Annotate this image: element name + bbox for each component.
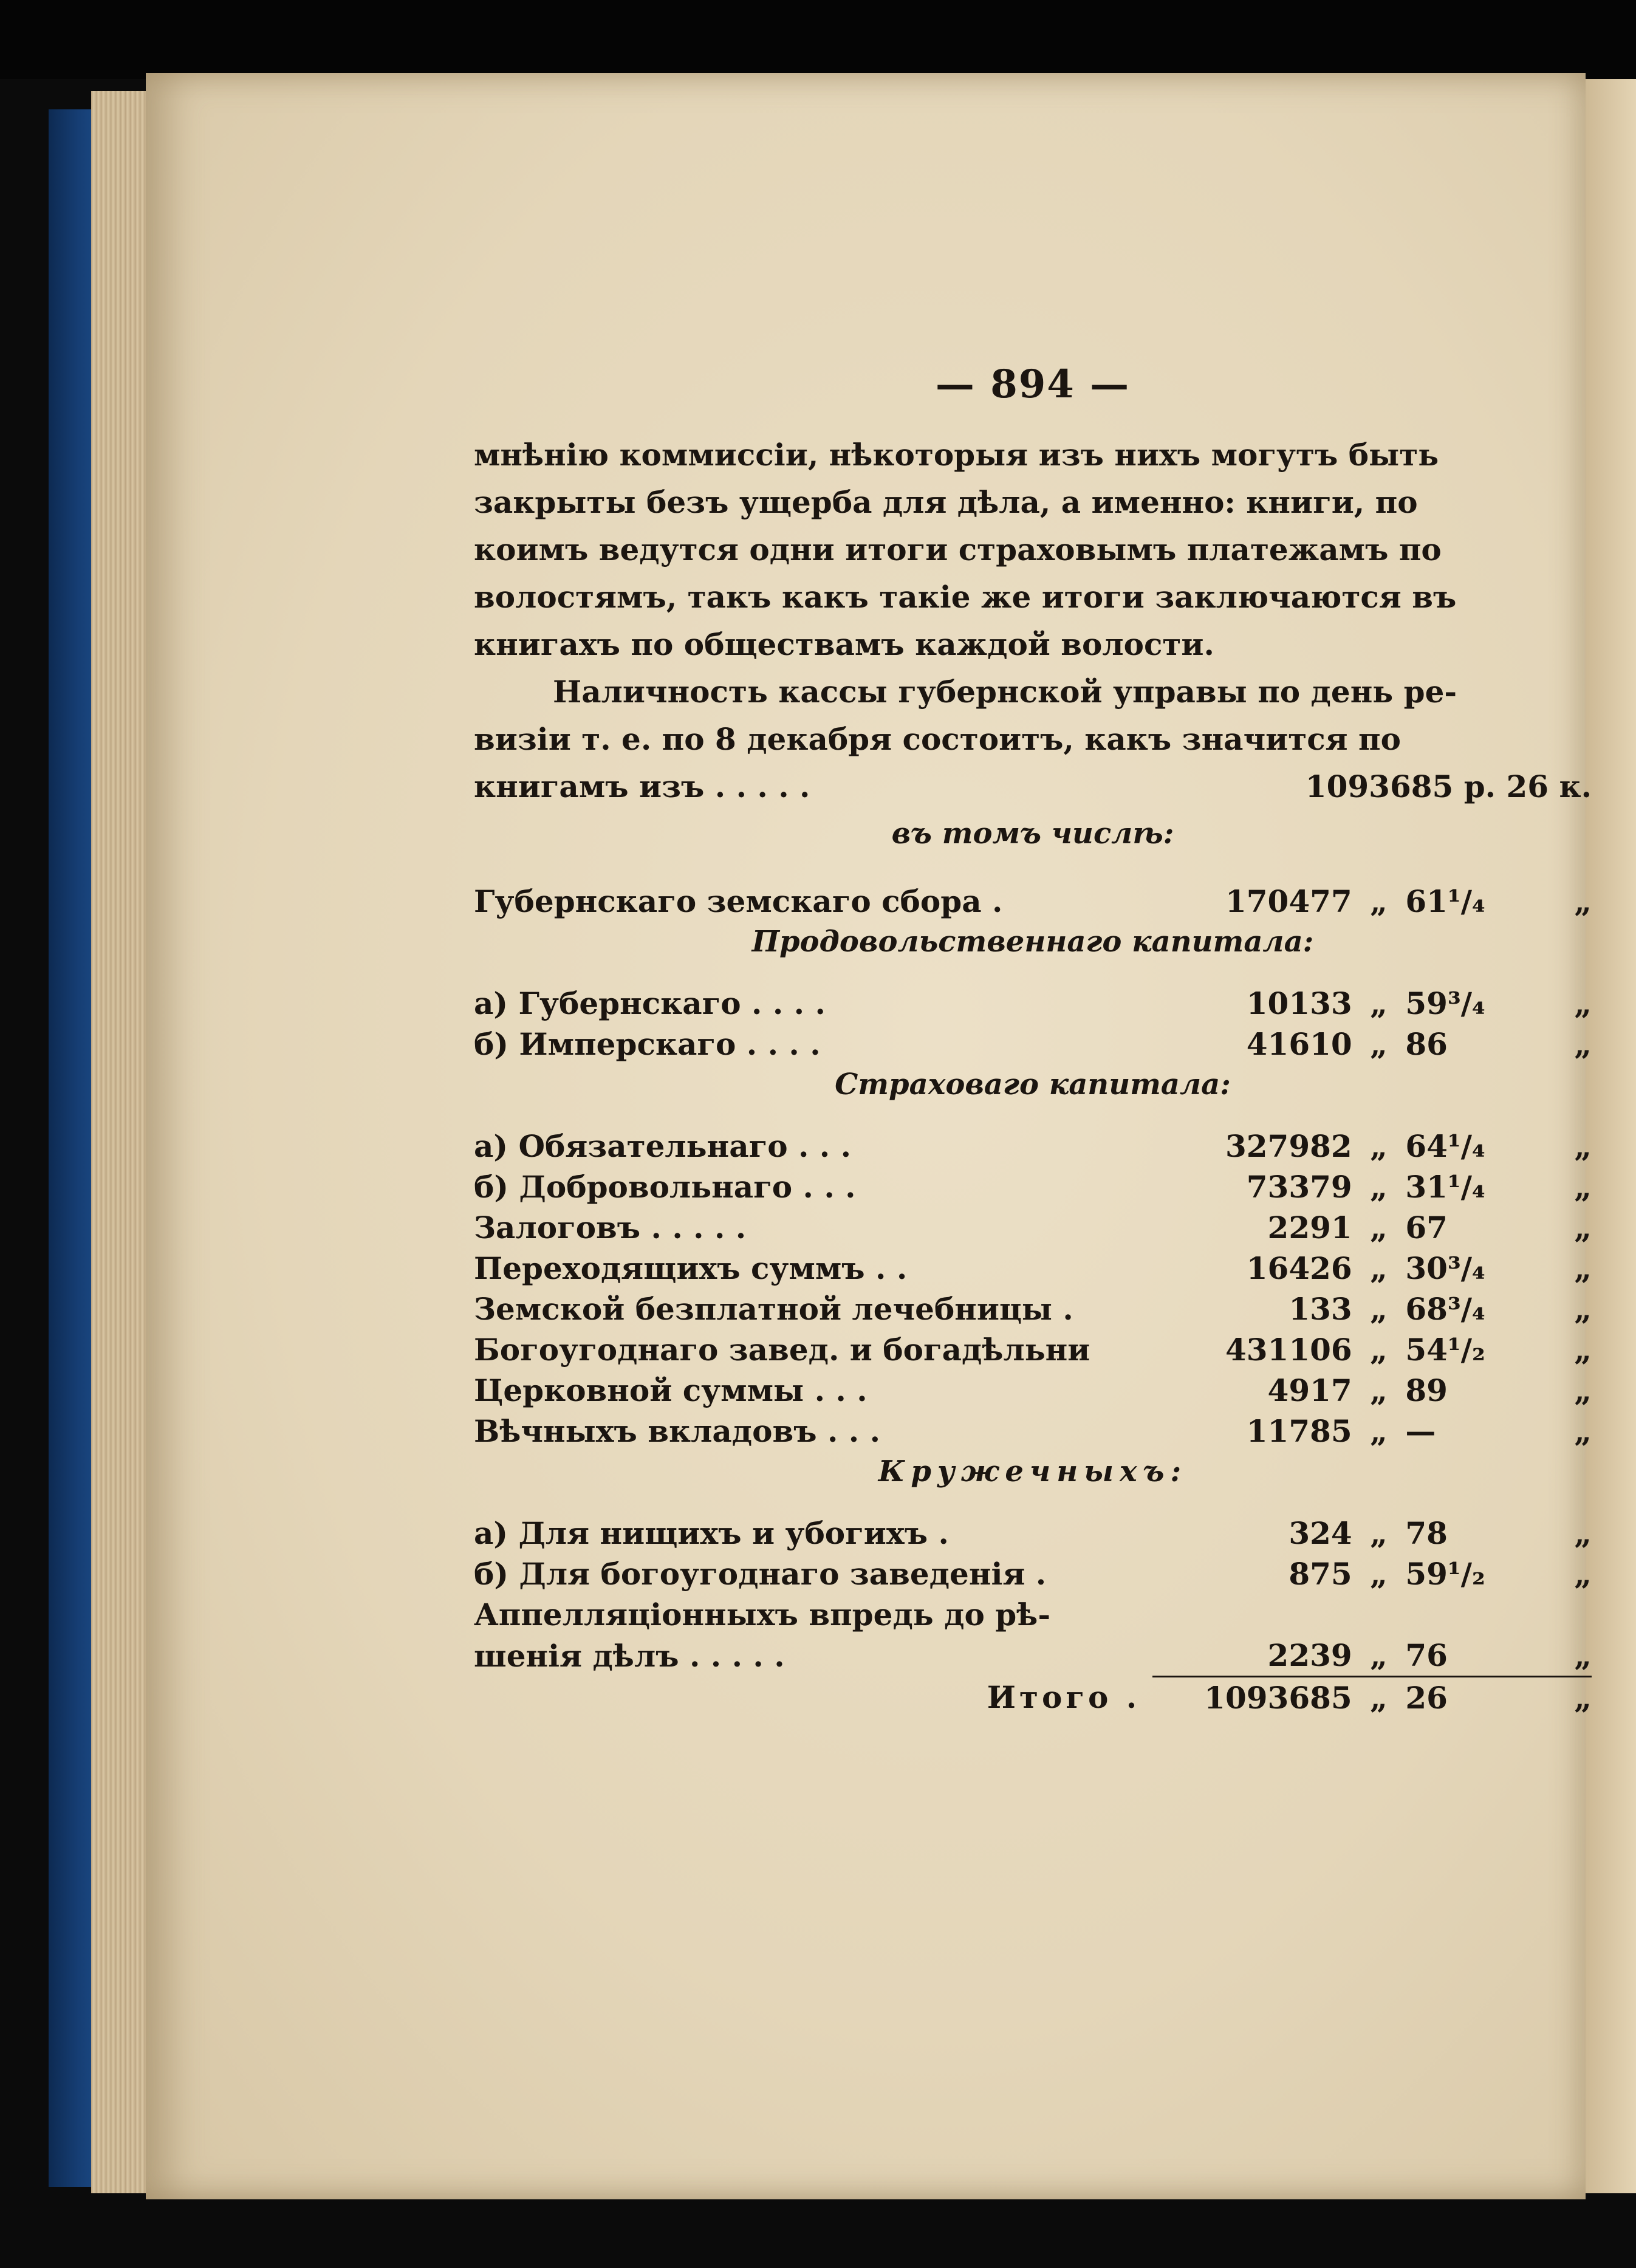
ditto-mark: „	[1370, 1250, 1388, 1286]
row-amount: 431106	[1225, 1332, 1352, 1368]
table-row	[474, 1248, 1592, 1289]
cash-total-amount: 1093685 р. 26 к.	[1305, 769, 1592, 804]
ditto-mark: „	[1370, 1372, 1388, 1408]
ledger-table	[474, 860, 1592, 1718]
row-amount: 16426	[1246, 1250, 1352, 1286]
row-name: Вѣчныхъ вкладовъ . . .	[474, 1413, 881, 1449]
page-content	[474, 361, 1592, 1718]
ditto-mark: „	[1574, 1680, 1592, 1716]
row-kopecks: 31¹/₄	[1405, 1169, 1485, 1205]
row-name: а) Для нищихъ и убогихъ .	[474, 1515, 949, 1551]
row-kopecks: 59¹/₂	[1405, 1556, 1485, 1592]
table-row	[474, 1554, 1592, 1594]
row-name: Церковной суммы . . .	[474, 1372, 868, 1408]
ditto-mark: „	[1574, 985, 1592, 1021]
row-name: Земской безплатной лечебницы .	[474, 1291, 1073, 1327]
row-name: б) Добровольнаго . . .	[474, 1169, 856, 1205]
table-row	[474, 1167, 1592, 1207]
table-row	[474, 1513, 1592, 1554]
paragraph-2	[474, 668, 1592, 763]
table-row	[474, 1126, 1592, 1167]
ditto-mark: „	[1370, 1210, 1388, 1245]
text-line: закрыты безъ ущерба для дѣла, а именно: книги, по	[474, 484, 1418, 520]
row-kopecks: 61¹/₄	[1405, 883, 1485, 919]
row-amount: 2239	[1152, 1635, 1352, 1677]
ditto-mark: „	[1370, 883, 1388, 919]
row-kopecks: 76	[1405, 1635, 1511, 1677]
section-heading-insurance: Страховаго капитала:	[835, 1067, 1231, 1101]
ditto-mark: „	[1370, 1291, 1388, 1327]
row-amount: 4917	[1267, 1372, 1352, 1408]
row-kopecks: 68³/₄	[1405, 1291, 1485, 1327]
row-amount: 327982	[1225, 1128, 1352, 1164]
text-line: визіи т. е. по 8 декабря состоитъ, какъ значится по	[474, 721, 1401, 757]
table-row	[474, 1289, 1592, 1329]
ditto-mark: „	[1574, 1250, 1592, 1286]
ditto-mark: „	[1370, 1680, 1388, 1716]
table-row	[474, 983, 1592, 1024]
ditto-mark: „	[1370, 1026, 1388, 1062]
row-amount: 2291	[1267, 1210, 1352, 1245]
grand-total-kopecks: 26	[1405, 1680, 1448, 1716]
row-kopecks: 78	[1405, 1515, 1448, 1551]
table-row	[474, 1329, 1592, 1370]
ditto-mark: „	[1574, 883, 1592, 919]
subheading-intro: въ томъ числѣ:	[891, 817, 1174, 851]
row-kopecks: 30³/₄	[1405, 1250, 1485, 1286]
row-amount: 73379	[1246, 1169, 1352, 1205]
ditto-mark: „	[1512, 1635, 1592, 1677]
row-name: б) Имперскаго . . . .	[474, 1026, 821, 1062]
ditto-mark: „	[1370, 1556, 1388, 1592]
ditto-mark: „	[1370, 985, 1388, 1021]
row-name: а) Губернскаго . . . .	[474, 985, 826, 1021]
section-heading-food: Продовольственнаго капитала:	[751, 925, 1314, 959]
row-kopecks: 64¹/₄	[1405, 1128, 1485, 1164]
ditto-mark: „	[1574, 1413, 1592, 1449]
row-amount: 133	[1289, 1291, 1352, 1327]
ditto-mark: „	[1574, 1332, 1592, 1368]
ditto-mark: „	[1574, 1291, 1592, 1327]
table-row	[474, 1411, 1592, 1451]
row-name: Богоугоднаго завед. и богадѣльни	[474, 1332, 1090, 1368]
cash-total-label: книгамъ изъ . . . . .	[474, 769, 810, 804]
table-row	[474, 1370, 1592, 1411]
ditto-mark: „	[1352, 1635, 1406, 1677]
text-line: коимъ ведутся одни итоги страховымъ платежамъ по	[474, 532, 1442, 567]
ditto-mark: „	[1370, 1515, 1388, 1551]
ditto-mark: „	[1574, 1556, 1592, 1592]
ditto-mark: „	[1574, 1026, 1592, 1062]
row-kopecks: 54¹/₂	[1405, 1332, 1485, 1368]
row-amount: 10133	[1246, 985, 1352, 1021]
cash-total-line	[474, 763, 1592, 810]
table-row	[474, 1207, 1592, 1248]
text-line: мнѣнію коммиссіи, нѣкоторыя изъ нихъ могутъ быть	[474, 437, 1439, 473]
row-amount: 11785	[1246, 1413, 1352, 1449]
paragraph-1	[474, 431, 1592, 668]
table-row	[474, 1635, 1592, 1677]
text-line: книгахъ по обществамъ каждой волости.	[474, 626, 1214, 662]
grand-total-row	[474, 1677, 1592, 1719]
text-line: волостямъ, такъ какъ такіе же итоги заключаются въ	[474, 579, 1457, 615]
section-heading-collection: Кружечныхъ:	[878, 1454, 1188, 1489]
row-kopecks: 67	[1405, 1210, 1448, 1245]
ditto-mark: „	[1370, 1128, 1388, 1164]
table-row	[474, 1024, 1592, 1064]
row-name: б) Для богоугоднаго заведенія .	[474, 1556, 1047, 1592]
row-name: Переходящихъ суммъ . .	[474, 1250, 908, 1286]
ditto-mark: „	[1574, 1515, 1592, 1551]
ditto-mark: „	[1574, 1372, 1592, 1408]
row-amount: 875	[1289, 1556, 1352, 1592]
row-amount: 324	[1289, 1515, 1352, 1551]
row-kopecks: —	[1405, 1413, 1436, 1449]
text-line: Наличность кассы губернской управы по день ре-	[553, 674, 1457, 710]
ditto-mark: „	[1574, 1128, 1592, 1164]
table-row	[474, 1594, 1592, 1635]
row-name: а) Обязательнаго . . .	[474, 1128, 852, 1164]
ditto-mark: „	[1370, 1169, 1388, 1205]
ditto-mark: „	[1574, 1210, 1592, 1245]
grand-total-label: Итого .	[987, 1679, 1141, 1716]
appeal-label-line1: Аппелляціонныхъ впредь до рѣ-	[474, 1597, 1051, 1632]
row-name: Губернскаго земскаго сбора .	[474, 883, 1003, 919]
table-row	[474, 881, 1592, 922]
row-amount: 170477	[1225, 883, 1352, 919]
appeal-label-line2: шенія дѣлъ . . . . .	[474, 1637, 785, 1674]
ditto-mark: „	[1370, 1413, 1388, 1449]
row-kopecks: 86	[1405, 1026, 1448, 1062]
background-top	[0, 0, 1636, 79]
page-number: — 894 —	[935, 361, 1131, 407]
ditto-mark: „	[1574, 1169, 1592, 1205]
row-kopecks: 89	[1405, 1372, 1448, 1408]
row-amount: 41610	[1246, 1026, 1352, 1062]
row-kopecks: 59³/₄	[1405, 985, 1485, 1021]
ditto-mark: „	[1370, 1332, 1388, 1368]
grand-total-amount: 1093685	[1204, 1680, 1352, 1716]
row-name: Залоговъ . . . . .	[474, 1210, 747, 1245]
book-page	[146, 73, 1592, 2199]
